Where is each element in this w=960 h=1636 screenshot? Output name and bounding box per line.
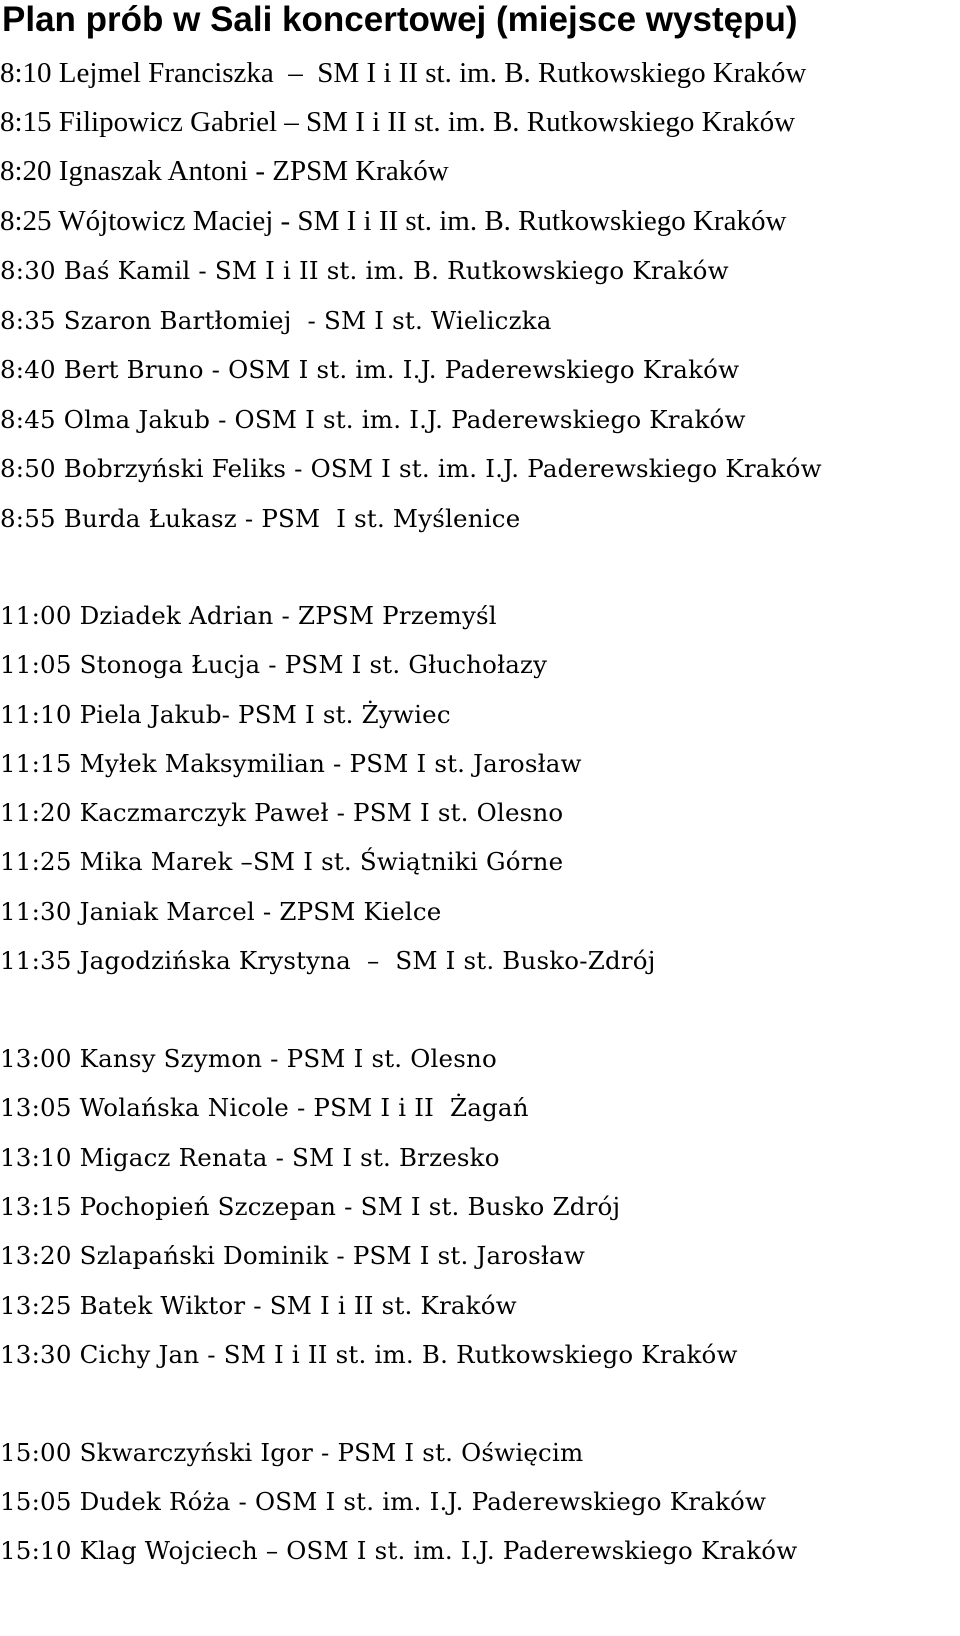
schedule-entry: 11:05 Stonoga Łucja - PSM I st. Głuchołazy bbox=[0, 650, 548, 679]
schedule-entry: 11:35 Jagodzińska Krystyna – SM I st. Busko-Zdrój bbox=[0, 946, 656, 975]
schedule-entry: 8:10 Lejmel Franciszka – SM I i II st. im. B. Rutkowskiego Kraków bbox=[0, 57, 807, 89]
schedule-entry: 11:00 Dziadek Adrian - ZPSM Przemyśl bbox=[0, 601, 497, 630]
schedule-entry: 8:20 Ignaszak Antoni - ZPSM Kraków bbox=[0, 155, 449, 187]
schedule-entry: 8:30 Baś Kamil - SM I i II st. im. B. Rutkowskiego Kraków bbox=[0, 256, 729, 285]
schedule-entry: 13:15 Pochopień Szczepan - SM I st. Busko Zdrój bbox=[0, 1192, 621, 1221]
schedule-entry: 11:15 Myłek Maksymilian - PSM I st. Jarosław bbox=[0, 749, 582, 778]
schedule-entry: 13:30 Cichy Jan - SM I i II st. im. B. Rutkowskiego Kraków bbox=[0, 1340, 738, 1369]
schedule-entry: 8:25 Wójtowicz Maciej - SM I i II st. im. B. Rutkowskiego Kraków bbox=[0, 205, 787, 237]
schedule-entry: 15:10 Klag Wojciech – OSM I st. im. I.J. Paderewskiego Kraków bbox=[0, 1536, 798, 1565]
schedule-entry: 8:15 Filipowicz Gabriel – SM I i II st. im. B. Rutkowskiego Kraków bbox=[0, 106, 796, 138]
schedule-entry: 13:05 Wolańska Nicole - PSM I i II Żagań bbox=[0, 1093, 529, 1122]
schedule-entry: 15:00 Skwarczyński Igor - PSM I st. Oświęcim bbox=[0, 1438, 584, 1467]
schedule-entry: 8:50 Bobrzyński Feliks - OSM I st. im. I.J. Paderewskiego Kraków bbox=[0, 454, 822, 483]
schedule-entry: 13:10 Migacz Renata - SM I st. Brzesko bbox=[0, 1143, 500, 1172]
schedule-entry: 11:10 Piela Jakub- PSM I st. Żywiec bbox=[0, 700, 451, 729]
page-title: Plan prób w Sali koncertowej (miejsce występu) bbox=[2, 0, 798, 39]
schedule-entry: 13:20 Szlapański Dominik - PSM I st. Jarosław bbox=[0, 1241, 586, 1270]
schedule-entry: 8:45 Olma Jakub - OSM I st. im. I.J. Paderewskiego Kraków bbox=[0, 405, 746, 434]
schedule-entry: 8:35 Szaron Bartłomiej - SM I st. Wieliczka bbox=[0, 306, 552, 335]
schedule-entry: 8:55 Burda Łukasz - PSM I st. Myślenice bbox=[0, 504, 521, 533]
schedule-entry: 15:05 Dudek Róża - OSM I st. im. I.J. Paderewskiego Kraków bbox=[0, 1487, 767, 1516]
schedule-entry: 11:25 Mika Marek –SM I st. Świątniki Górne bbox=[0, 847, 564, 876]
schedule-entry: 13:25 Batek Wiktor - SM I i II st. Kraków bbox=[0, 1291, 517, 1320]
schedule-entry: 11:30 Janiak Marcel - ZPSM Kielce bbox=[0, 897, 442, 926]
schedule-entry: 8:40 Bert Bruno - OSM I st. im. I.J. Paderewskiego Kraków bbox=[0, 355, 740, 384]
schedule-entry: 13:00 Kansy Szymon - PSM I st. Olesno bbox=[0, 1044, 497, 1073]
schedule-entry: 11:20 Kaczmarczyk Paweł - PSM I st. Olesno bbox=[0, 798, 564, 827]
